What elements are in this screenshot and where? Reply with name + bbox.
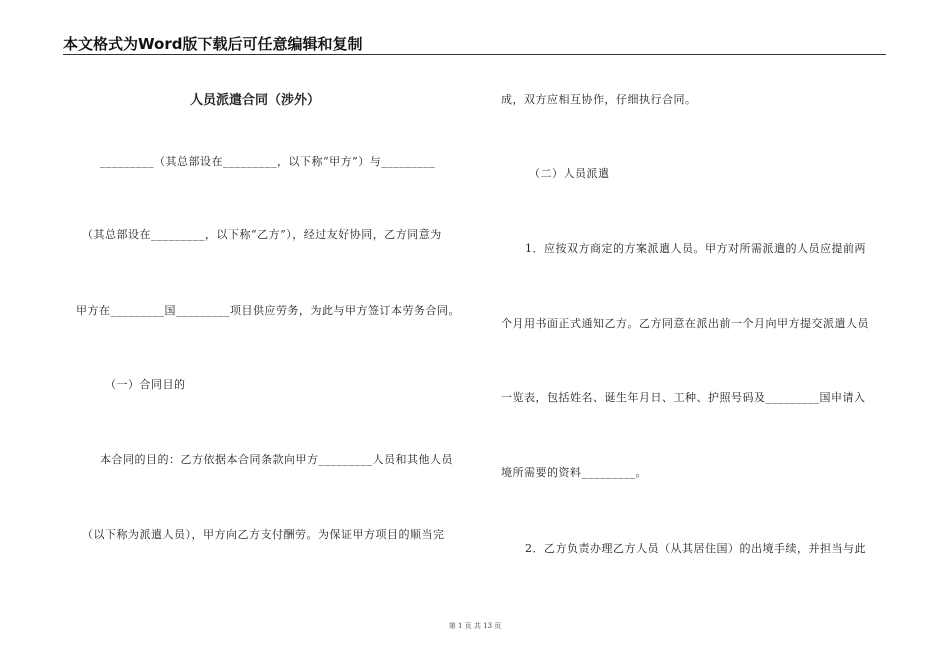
paragraph-line: _________（其总部设在_________，以下称“甲方”）与_________	[100, 155, 436, 168]
document-title: 人员派遣合同（涉外）	[190, 93, 321, 108]
paragraph-line: 一览表，包括姓名、诞生年月日、工种、护照号码及_________国申请入	[501, 391, 866, 404]
paragraph-line: 本合同的目的：乙方依据本合同条款向甲方_________人员和其他人员	[100, 453, 453, 466]
page-number: 第 1 页 共 13 页	[448, 622, 502, 630]
paragraph-line: 成，双方应相互协作，仔细执行合同。	[501, 93, 697, 106]
paragraph-line: 个月用书面正式通知乙方。乙方同意在派出前一个月向甲方提交派遣人员	[501, 317, 869, 330]
paragraph-line: （其总部设在_________，以下称“乙方”），经过友好协同，乙方同意为	[82, 228, 442, 241]
paragraph-line: 2．乙方负责办理乙方人员（从其居住国）的出境手续，并担当与此	[525, 542, 866, 555]
section-heading: （一）合同目的	[105, 378, 186, 391]
paragraph-line: （以下称为派遣人员），甲方向乙方支付酬劳。为保证甲方项目的顺当完	[82, 528, 445, 541]
paragraph-line: 境所需要的资料_________。	[501, 466, 647, 479]
section-heading: （二）人员派遣	[529, 167, 610, 180]
header-divider	[63, 54, 886, 55]
paragraph-line: 1．应按双方商定的方案派遣人员。甲方对所需派遣的人员应提前两	[525, 242, 866, 255]
page-header: 本文格式为Word版下载后可任意编辑和复制	[63, 35, 363, 53]
paragraph-line: 甲方在_________国_________项目供应劳务，为此与甲方签订本劳务合同。	[76, 304, 460, 317]
